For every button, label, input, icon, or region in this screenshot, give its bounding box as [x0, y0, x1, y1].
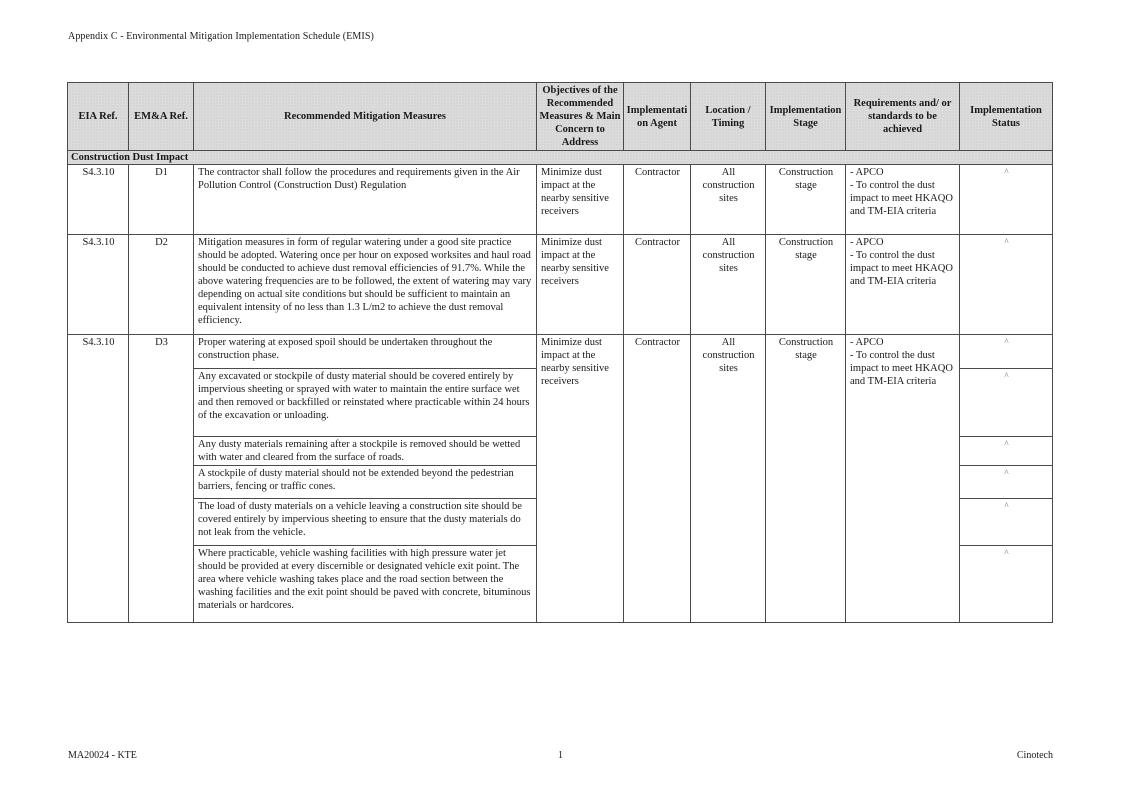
page-title: Appendix C - Environmental Mitigation Implementation Schedule (EMIS) [68, 31, 374, 42]
cell-ema-ref: D3 [129, 335, 194, 623]
footer-page-number: 1 [558, 750, 563, 761]
col-header-implementation-stage: Implementation Stage [766, 83, 846, 151]
col-header-requirements: Requirements and/ or standards to be achieved [846, 83, 960, 151]
cell-objectives: Minimize dust impact at the nearby sensitive receivers [537, 235, 624, 335]
requirement-line: - To control the dust impact to meet HKAQO and TM-EIA criteria [850, 180, 953, 217]
col-header-implementation-status: Implementation Status [960, 83, 1053, 151]
cell-implementation-status: ^ [960, 437, 1053, 466]
cell-implementation-stage: Construction stage [766, 235, 846, 335]
cell-ema-ref: D2 [129, 235, 194, 335]
cell-requirements [846, 335, 960, 623]
cell-mitigation-measure: The load of dusty materials on a vehicle leaving a construction site should be covered entirely by impervious sheeting to ensure that the dusty materials do not leak from the vehicle. [194, 499, 537, 546]
cell-mitigation-measure: A stockpile of dusty material should not be extended beyond the pedestrian barriers, fencing or traffic cones. [194, 466, 537, 499]
col-header-location-timing: Location / Timing [691, 83, 766, 151]
cell-implementation-status: ^ [960, 335, 1053, 369]
cell-mitigation-measure: Any excavated or stockpile of dusty material should be covered entirely by impervious sheeting or sprayed with water to maintain the entire surface wet and then removed or backfilled or reinstated where practicable within 24 hours of the excavation or unloading. [194, 369, 537, 437]
col-header-eia-ref: EIA Ref. [68, 83, 129, 151]
table-row-d3 [68, 335, 1053, 369]
col-header-objectives: Objectives of the Recommended Measures & Main Concern to Address [537, 83, 624, 151]
cell-requirements [846, 235, 960, 335]
cell-implementation-agent: Contractor [624, 165, 691, 235]
col-header-mitigation-measures: Recommended Mitigation Measures [194, 83, 537, 151]
col-header-ema-ref: EM&A Ref. [129, 83, 194, 151]
cell-implementation-status: ^ [960, 466, 1053, 499]
cell-eia-ref: S4.3.10 [68, 235, 129, 335]
cell-objectives: Minimize dust impact at the nearby sensitive receivers [537, 165, 624, 235]
footer-doc-ref: MA20024 - KTE [68, 750, 137, 761]
requirement-line: - To control the dust impact to meet HKAQO and TM-EIA criteria [850, 250, 953, 287]
requirement-line: - APCO [850, 167, 884, 178]
cell-implementation-status: ^ [960, 235, 1053, 335]
col-header-implementation-agent: Implementati on Agent [624, 83, 691, 151]
requirement-line: - APCO [850, 337, 884, 348]
cell-mitigation-measure: Any dusty materials remaining after a stockpile is removed should be wetted with water and cleared from the surface of roads. [194, 437, 537, 466]
cell-eia-ref: S4.3.10 [68, 165, 129, 235]
section-row [68, 151, 1053, 165]
cell-mitigation-measure: Mitigation measures in form of regular watering under a good site practice should be adopted. Watering once per hour on exposed worksites and haul road should be conducted to achieve dust removal efficiencies of 91.7%. While the above watering frequencies are to be followed, the extent of watering may vary depending on actual site conditions but should be sufficient to maintain an equivalent intensity of no less than 1.3 L/m2 to achieve the dust removal efficiency. [194, 235, 537, 335]
page-footer [68, 750, 1053, 761]
cell-location-timing: All construction sites [691, 335, 766, 623]
cell-location-timing: All construction sites [691, 235, 766, 335]
cell-mitigation-measure: The contractor shall follow the procedures and requirements given in the Air Pollution Control (Construction Dust) Regulation [194, 165, 537, 235]
table-header-row [68, 83, 1053, 151]
cell-implementation-status: ^ [960, 546, 1053, 623]
emis-table [67, 82, 1053, 623]
footer-company: Cinotech [1016, 750, 1053, 761]
cell-implementation-status: ^ [960, 499, 1053, 546]
cell-eia-ref: S4.3.10 [68, 335, 129, 623]
cell-mitigation-measure: Proper watering at exposed spoil should be undertaken throughout the construction phase. [194, 335, 537, 369]
requirement-line: - APCO [850, 237, 884, 248]
cell-objectives: Minimize dust impact at the nearby sensitive receivers [537, 335, 624, 623]
cell-implementation-stage: Construction stage [766, 165, 846, 235]
section-title: Construction Dust Impact [68, 151, 1053, 165]
cell-requirements [846, 165, 960, 235]
cell-ema-ref: D1 [129, 165, 194, 235]
cell-implementation-agent: Contractor [624, 335, 691, 623]
table-row-d2 [68, 235, 1053, 335]
cell-mitigation-measure: Where practicable, vehicle washing facilities with high pressure water jet should be provided at every discernible or designated vehicle exit point. The area where vehicle washing takes place and the road section between the washing facilities and the exit point should be paved with concrete, bituminous materials or hardcores. [194, 546, 537, 623]
cell-implementation-status: ^ [960, 165, 1053, 235]
requirement-line: - To control the dust impact to meet HKAQO and TM-EIA criteria [850, 350, 953, 387]
cell-location-timing: All construction sites [691, 165, 766, 235]
cell-implementation-stage: Construction stage [766, 335, 846, 623]
cell-implementation-agent: Contractor [624, 235, 691, 335]
table-row-d1 [68, 165, 1053, 235]
cell-implementation-status: ^ [960, 369, 1053, 437]
